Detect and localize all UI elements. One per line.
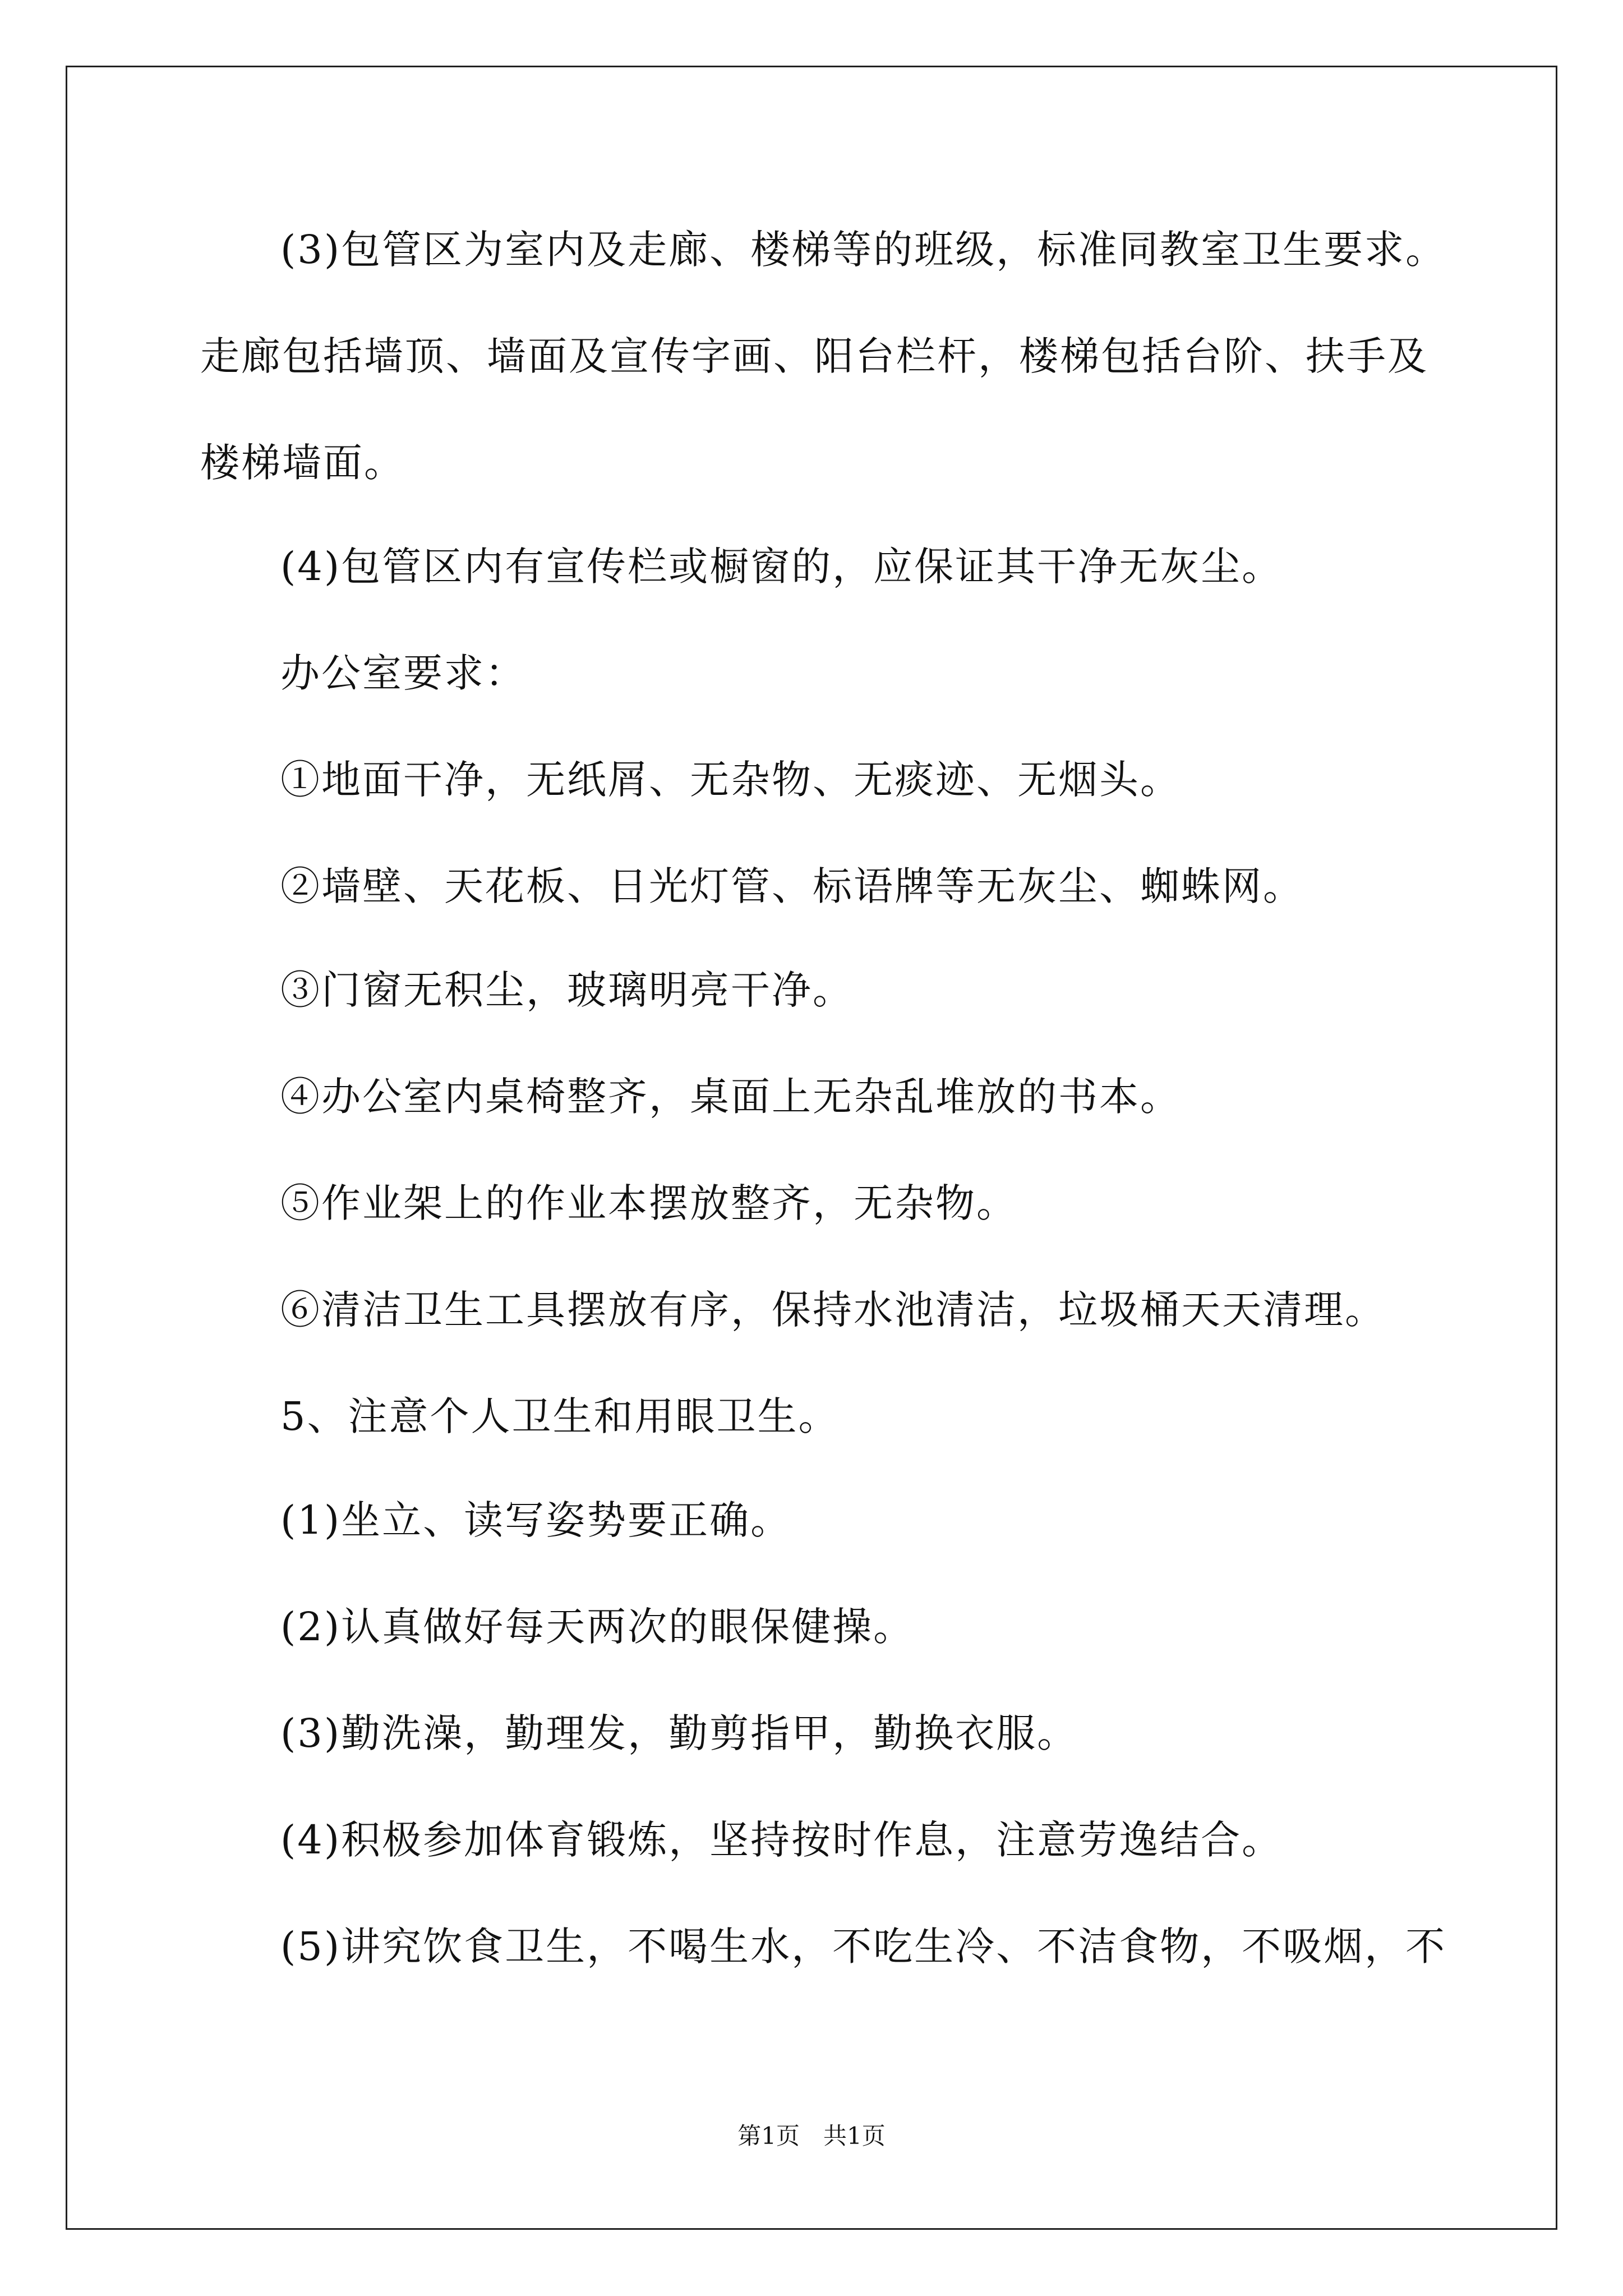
section-heading: 办公室要求：	[280, 650, 526, 696]
paragraph-line: (5)讲究饮食卫生，不喝生水，不吃生冷、不洁食物，不吸烟，不	[280, 1924, 1447, 1970]
paragraph-line: (4)包管区内有宣传栏或橱窗的，应保证其干净无灰尘。	[280, 544, 1283, 590]
page-footer: 第1页 共1页	[737, 2122, 886, 2150]
paragraph-line: ⑥清洁卫生工具摆放有序，保持水池清洁，垃圾桶天天清理。	[280, 1287, 1386, 1333]
page-border	[66, 66, 1557, 2230]
paragraph-line: (1)坐立、读写姿势要正确。	[280, 1497, 792, 1543]
paragraph-line: ②墙壁、天花板、日光灯管、标语牌等无灰尘、蜘蛛网。	[280, 863, 1304, 909]
paragraph-line: (3)包管区为室内及走廊、楼梯等的班级，标准同教室卫生要求。	[280, 227, 1447, 273]
paragraph-line: ①地面干净，无纸屑、无杂物、无痰迹、无烟头。	[280, 757, 1181, 803]
paragraph-line: ④办公室内桌椅整齐，桌面上无杂乱堆放的书本。	[280, 1074, 1181, 1120]
paragraph-line: ③门窗无积尘，玻璃明亮干净。	[280, 967, 854, 1013]
paragraph-line: 楼梯墙面。	[200, 440, 405, 486]
paragraph-line: (3)勤洗澡，勤理发，勤剪指甲，勤换衣服。	[280, 1710, 1078, 1756]
paragraph-line: (4)积极参加体育锻炼，坚持按时作息，注意劳逸结合。	[280, 1817, 1283, 1863]
paragraph-line: (2)认真做好每天两次的眼保健操。	[280, 1604, 915, 1650]
section-heading: 5、注意个人卫生和用眼卫生。	[280, 1393, 840, 1439]
paragraph-line: ⑤作业架上的作业本摆放整齐，无杂物。	[280, 1180, 1017, 1226]
paragraph-line: 走廊包括墙顶、墙面及宣传字画、阳台栏杆，楼梯包括台阶、扶手及	[200, 333, 1428, 379]
